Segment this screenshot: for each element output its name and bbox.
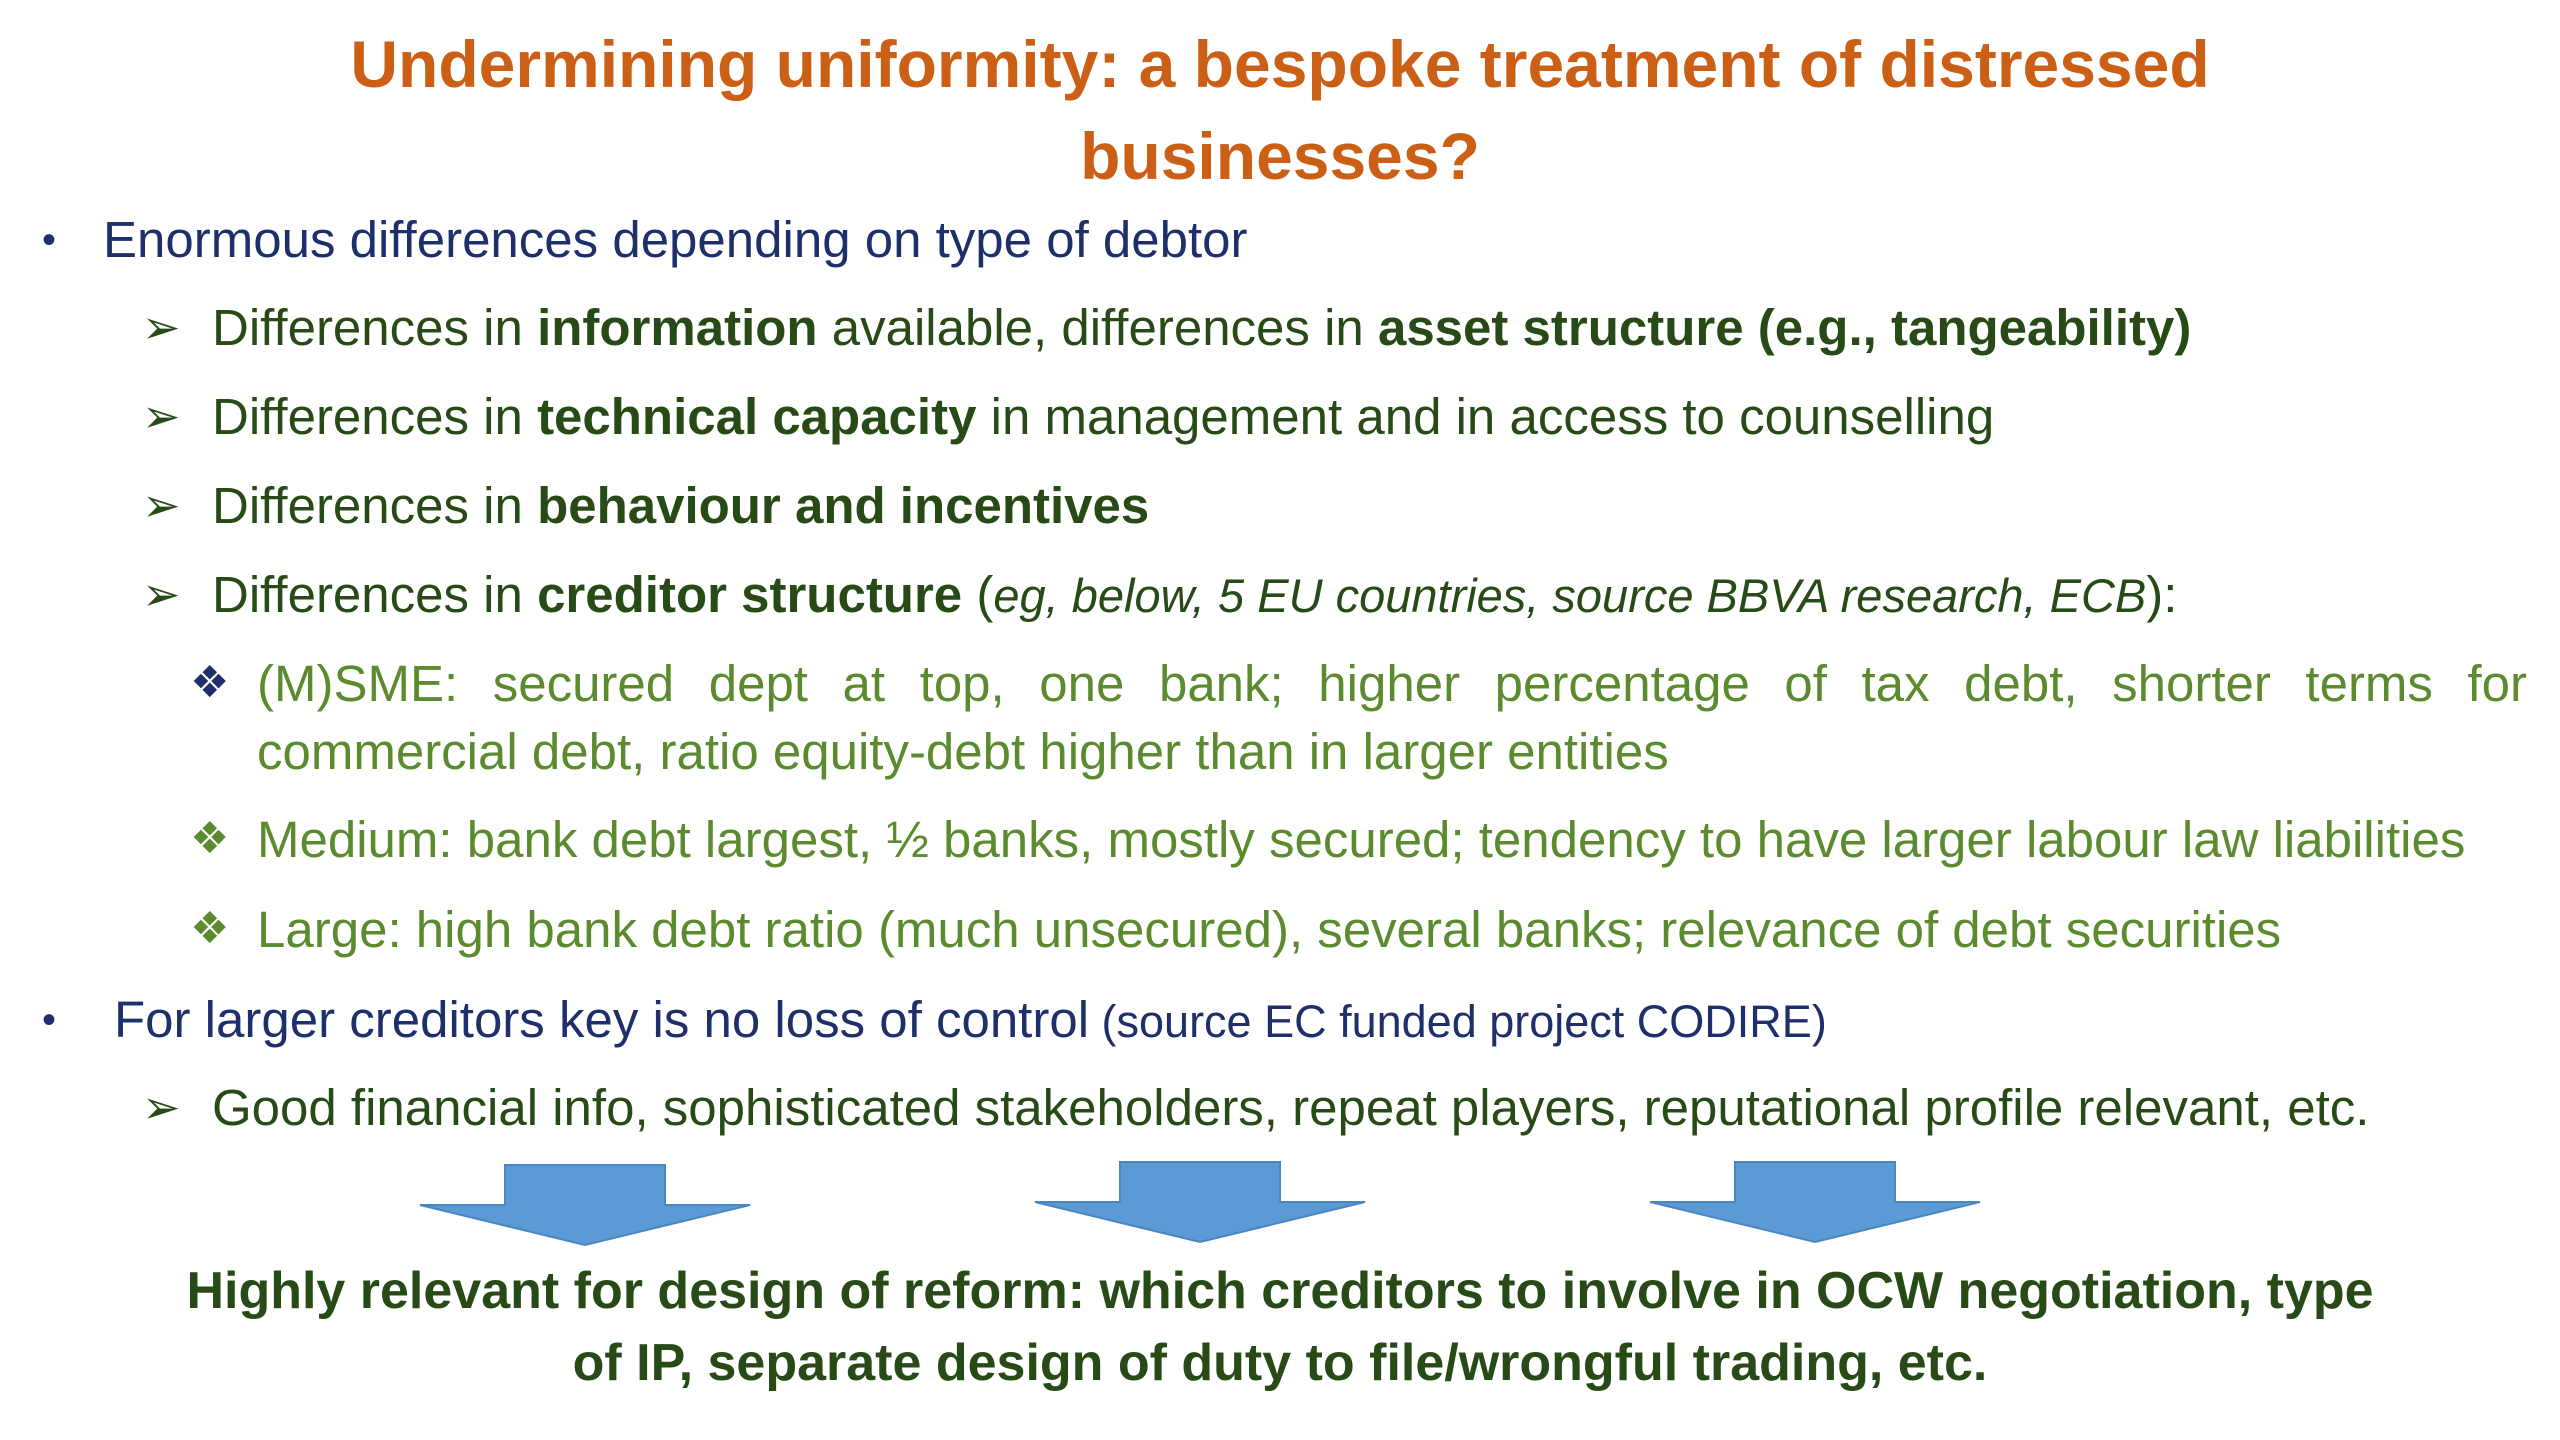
four-diamond-bullet-icon: ❖ <box>190 814 230 863</box>
subsub-msme-line-1: (M)SME: secured dept at top, one bank; higher percentage of tax debt, shorter terms for <box>257 655 2527 712</box>
title-line-2: businesses? <box>1080 119 1480 193</box>
bold-text: information <box>537 299 818 356</box>
text: Differences in <box>212 566 538 623</box>
text: ): <box>2146 566 2178 623</box>
arrowhead-bullet-icon: ➢ <box>142 1081 181 1133</box>
arrowhead-bullet-icon: ➢ <box>142 390 181 442</box>
subsub-msme-line-2: commercial debt, ratio equity-debt higher than in larger entities <box>257 723 1669 780</box>
arrowhead-bullet-icon: ➢ <box>142 479 181 531</box>
conclusion <box>120 1255 2440 1399</box>
bullet-dot-icon: • <box>42 998 57 1042</box>
title-line-1: Undermining uniformity: a bespoke treatment of distressed <box>350 27 2210 101</box>
bullet-debtor-types: Enormous differences depending on type of debtor <box>103 211 1248 268</box>
arrowhead-bullet-icon: ➢ <box>142 301 181 353</box>
bullet-dot-icon: • <box>42 218 57 262</box>
sub-bullet-good-info: Good financial info, sophisticated stakeholders, repeat players, reputational profile relevant, etc. <box>212 1079 2370 1136</box>
bold-text: behaviour and incentives <box>537 477 1150 534</box>
text: Differences in <box>212 388 538 445</box>
conclusion-line-2: of IP, separate design of duty to file/wrongful trading, etc. <box>572 1334 1988 1392</box>
down-arrow-icon <box>1650 1162 1980 1242</box>
down-arrow-icon <box>1035 1162 1365 1242</box>
source-note: (source EC funded project CODIRE) <box>1089 996 1827 1047</box>
text: Differences in <box>212 477 538 534</box>
down-arrow-icon <box>420 1165 750 1245</box>
arrowhead-bullet-icon: ➢ <box>142 568 181 620</box>
subsub-medium: Medium: bank debt largest, ½ banks, mostly secured; tendency to have larger labour law liabilities <box>257 811 2466 868</box>
subsub-large: Large: high bank debt ratio (much unsecured), several banks; relevance of debt securities <box>257 901 2282 958</box>
four-diamond-bullet-icon: ❖ <box>190 904 230 953</box>
text: in management and in access to counselling <box>976 388 1995 445</box>
text: ( <box>962 566 994 623</box>
text: available, differences in <box>817 299 1378 356</box>
four-diamond-bullet-icon: ❖ <box>190 658 230 707</box>
text: For larger creditors key is no loss of control <box>114 991 1090 1048</box>
bold-text: creditor structure <box>537 566 963 623</box>
bold-text: technical capacity <box>537 388 977 445</box>
bold-text: asset structure (e.g., tangeability) <box>1377 299 2192 356</box>
text: Differences in <box>212 299 538 356</box>
italic-source: eg, below, 5 EU countries, source BBVA research, ECB <box>993 569 2147 622</box>
conclusion-line-1: Highly relevant for design of reform: which creditors to involve in OCW negotiation, type <box>186 1262 2374 1320</box>
